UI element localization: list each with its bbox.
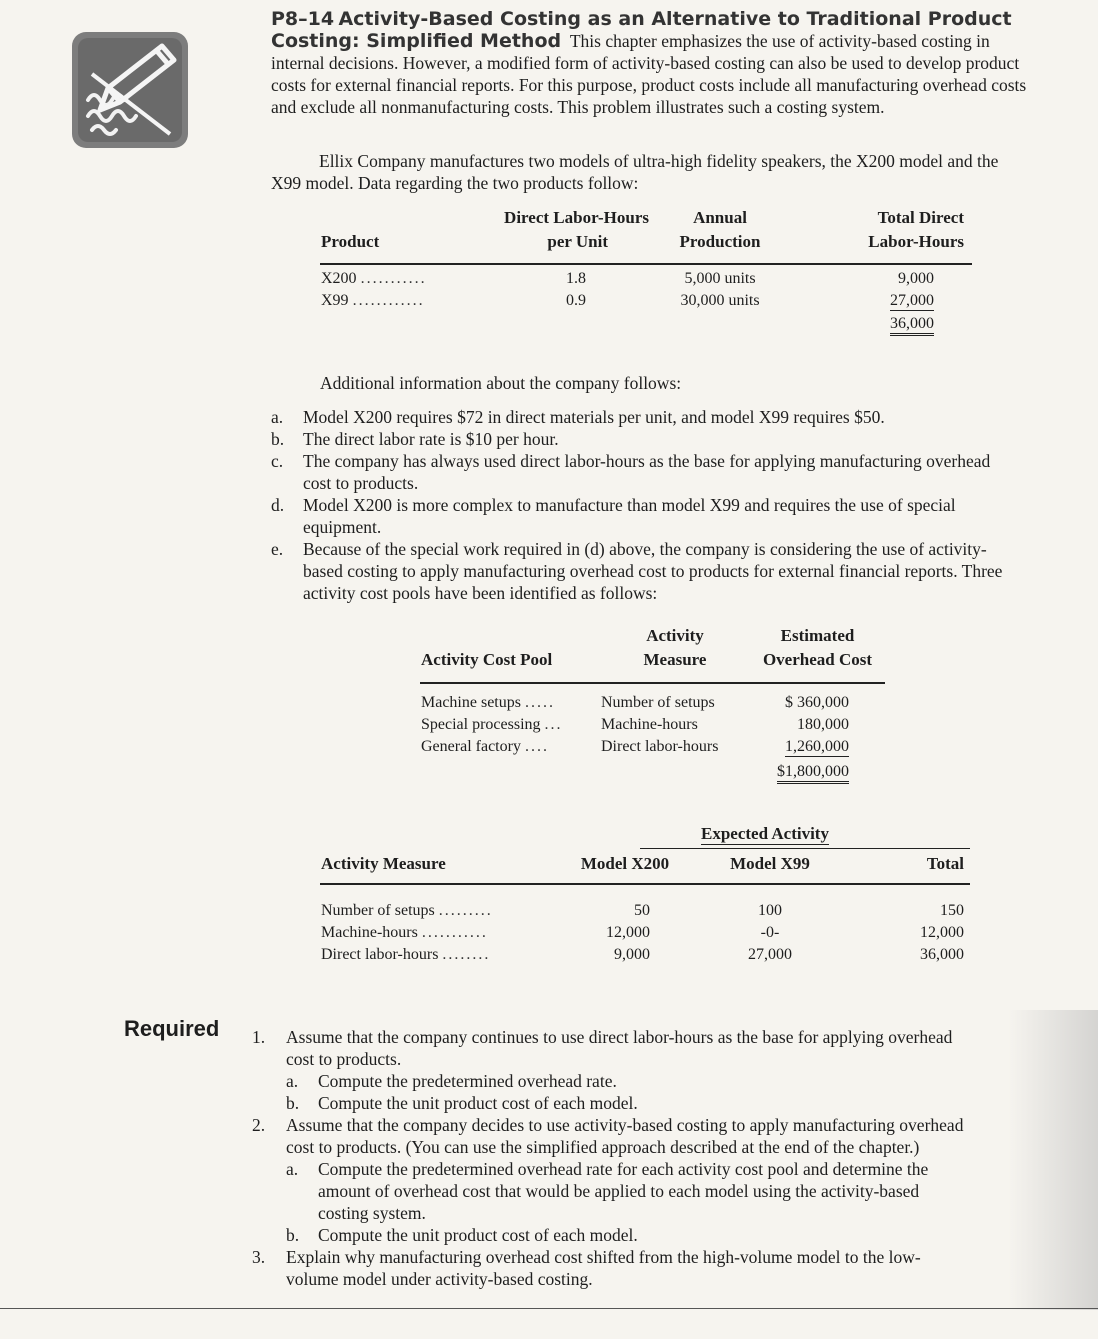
problem-text: This chapter emphasizes the use of activity-based costing in internal decisions. However, a modified form of activity-based costing can also be used to develop product costs for external financial reports. For this purpose, product costs include all manufacturing overhead costs and exclude all nonmanufacturing costs. This problem illustrates such a costing system. bbox=[271, 31, 1027, 117]
list-label: 2. bbox=[252, 1115, 266, 1135]
table-row: Number of setups ......... 50 100 150 bbox=[320, 900, 970, 922]
table-row: X200 ........... 1.8 5,000 units 9,000 bbox=[320, 268, 970, 290]
table-row: X99 ............ 0.9 30,000 units 27,000 bbox=[320, 290, 970, 312]
header-annual-top: Annual bbox=[693, 208, 747, 227]
list-item bbox=[252, 1092, 972, 1114]
problem-heading: Activity-Based Costing as an Alternative to Traditional Product Costing: Simplified Method bbox=[271, 8, 1012, 52]
total-dlh-value: 27,000 bbox=[890, 291, 934, 309]
x200-value: 9,000 bbox=[614, 946, 650, 963]
header-model-x99: Model X99 bbox=[730, 854, 810, 873]
activity-measure-name: Number of setups bbox=[321, 902, 435, 919]
problem-statement bbox=[271, 8, 1031, 118]
table-row: Special processing ... Machine-hours 180,000 bbox=[420, 714, 885, 736]
list-label: b. bbox=[286, 1093, 300, 1113]
header-dlh-top: Direct Labor-Hours bbox=[504, 208, 649, 227]
pencil-writing-icon bbox=[70, 30, 190, 150]
list-item bbox=[252, 1114, 972, 1158]
list-text: Assume that the company continues to use direct labor-hours as the base for applying overhead cost to products. bbox=[286, 1027, 953, 1069]
intro-paragraph: Ellix Company manufactures two models of ultra-high fidelity speakers, the X200 model and the X99 model. Data regarding the two products follow: bbox=[271, 151, 999, 193]
table-rule bbox=[420, 682, 885, 684]
activity-measure-name: Direct labor-hours bbox=[321, 946, 439, 963]
required-list bbox=[252, 1026, 972, 1290]
list-label: 1. bbox=[252, 1027, 266, 1047]
list-item bbox=[252, 1246, 972, 1290]
list-text: Model X200 is more complex to manufacture than model X99 and requires the use of special equipment. bbox=[303, 495, 956, 537]
header-measure-bottom: Measure bbox=[643, 650, 707, 669]
list-item bbox=[271, 538, 1011, 604]
header-model-x200: Model X200 bbox=[580, 854, 670, 873]
list-item bbox=[252, 1158, 972, 1224]
header-measure-top: Activity bbox=[646, 626, 704, 645]
header-total-top: Total Direct bbox=[877, 208, 964, 227]
list-text: Compute the predetermined overhead rate for each activity cost pool and determine the amount of overhead cost that would be applied to each model using the activity-based costing system. bbox=[318, 1159, 929, 1223]
list-label: b. bbox=[286, 1225, 300, 1245]
total-dlh-value: 9,000 bbox=[898, 270, 934, 287]
x99-value: 27,000 bbox=[748, 946, 792, 963]
list-item bbox=[271, 406, 1011, 428]
product-name: X200 bbox=[321, 270, 357, 287]
header-cost-bottom: Overhead Cost bbox=[762, 650, 873, 669]
production-value: 30,000 units bbox=[680, 292, 760, 309]
cost-total: $1,800,000 bbox=[777, 763, 849, 784]
measure-name: Number of setups bbox=[601, 694, 715, 711]
list-label: a. bbox=[286, 1071, 299, 1091]
cost-value: $ 360,000 bbox=[785, 694, 849, 711]
table-rule bbox=[320, 883, 970, 885]
table-rule bbox=[320, 263, 972, 265]
pool-name: Machine setups bbox=[421, 694, 521, 711]
x99-value: 100 bbox=[758, 902, 782, 919]
x200-value: 50 bbox=[634, 902, 650, 919]
header-product: Product bbox=[321, 232, 380, 251]
list-item bbox=[252, 1070, 972, 1092]
list-label: a. bbox=[271, 407, 284, 427]
activity-measure-name: Machine-hours bbox=[321, 924, 418, 941]
list-text: The direct labor rate is $10 per hour. bbox=[303, 429, 559, 449]
header-total: Total bbox=[926, 854, 964, 873]
header-annual-bottom: Production bbox=[679, 232, 761, 251]
table-rule bbox=[640, 848, 970, 849]
table-row: Direct labor-hours ........ 9,000 27,000 36,000 bbox=[320, 944, 970, 966]
header-dlh-bottom: per Unit bbox=[547, 232, 608, 251]
header-pool: Activity Cost Pool bbox=[421, 650, 553, 669]
header-cost-top: Estimated bbox=[780, 626, 855, 645]
list-label: a. bbox=[286, 1159, 299, 1179]
list-item bbox=[271, 494, 1011, 538]
problem-number: P8–14 bbox=[271, 8, 335, 30]
expected-activity-header: Expected Activity bbox=[701, 824, 829, 843]
pool-name: Special processing bbox=[421, 716, 541, 733]
list-text: Compute the unit product cost of each model. bbox=[318, 1225, 638, 1245]
list-text: The company has always used direct labor-hours as the base for applying manufacturing overhead cost to products. bbox=[303, 451, 991, 493]
required-label: Required bbox=[124, 1016, 220, 1041]
list-text: Compute the predetermined overhead rate. bbox=[318, 1071, 617, 1091]
product-data-table bbox=[320, 206, 970, 338]
grand-total-dlh: 36,000 bbox=[890, 315, 934, 336]
list-label: c. bbox=[271, 451, 284, 471]
additional-intro: Additional information about the company follows: bbox=[320, 373, 682, 393]
list-item bbox=[252, 1224, 972, 1246]
expected-activity-table bbox=[320, 850, 970, 966]
dlh-value: 1.8 bbox=[566, 270, 586, 287]
list-text: Compute the unit product cost of each model. bbox=[318, 1093, 638, 1113]
list-item bbox=[271, 450, 1011, 494]
list-label: 3. bbox=[252, 1247, 266, 1267]
list-item bbox=[271, 428, 1011, 450]
page-shadow bbox=[1008, 1010, 1098, 1310]
product-name: X99 bbox=[321, 292, 349, 309]
list-text: Model X200 requires $72 in direct materials per unit, and model X99 requires $50. bbox=[303, 407, 885, 427]
measure-name: Machine-hours bbox=[601, 716, 698, 733]
total-value: 36,000 bbox=[920, 946, 964, 963]
total-value: 150 bbox=[940, 902, 964, 919]
x200-value: 12,000 bbox=[606, 924, 650, 941]
measure-name: Direct labor-hours bbox=[601, 738, 719, 755]
list-label: d. bbox=[271, 495, 285, 515]
pool-name: General factory bbox=[421, 738, 521, 755]
additional-list bbox=[271, 406, 1011, 604]
table-row: Machine-hours ........... 12,000 -0- 12,000 bbox=[320, 922, 970, 944]
list-label: e. bbox=[271, 539, 284, 559]
cost-value: 1,260,000 bbox=[785, 737, 849, 755]
list-label: b. bbox=[271, 429, 285, 449]
list-text: Because of the special work required in (d) above, the company is considering the use of activity-based costing to apply manufacturing overhead cost to products for external financial reports. Three activity cost pools have been identified as follows: bbox=[303, 539, 1003, 603]
table-row: General factory .... Direct labor-hours 1,260,000 bbox=[420, 736, 885, 758]
cost-value: 180,000 bbox=[797, 716, 849, 733]
header-total-bottom: Labor-Hours bbox=[868, 232, 964, 251]
production-value: 5,000 units bbox=[684, 270, 756, 287]
dlh-value: 0.9 bbox=[566, 292, 586, 309]
list-item bbox=[252, 1026, 972, 1070]
list-text: Explain why manufacturing overhead cost shifted from the high-volume model to the low-volume model under activity-based costing. bbox=[286, 1247, 921, 1289]
total-value: 12,000 bbox=[920, 924, 964, 941]
header-activity-measure: Activity Measure bbox=[321, 854, 446, 873]
cost-pool-table bbox=[420, 624, 885, 788]
page-edge-line bbox=[0, 1308, 1098, 1309]
table-row: Machine setups ..... Number of setups $ 360,000 bbox=[420, 692, 885, 714]
x99-value: -0- bbox=[760, 924, 780, 941]
list-text: Assume that the company decides to use activity-based costing to apply manufacturing overhead cost to products. (You can use the simplified approach described at the end of the chapter.) bbox=[286, 1115, 964, 1157]
